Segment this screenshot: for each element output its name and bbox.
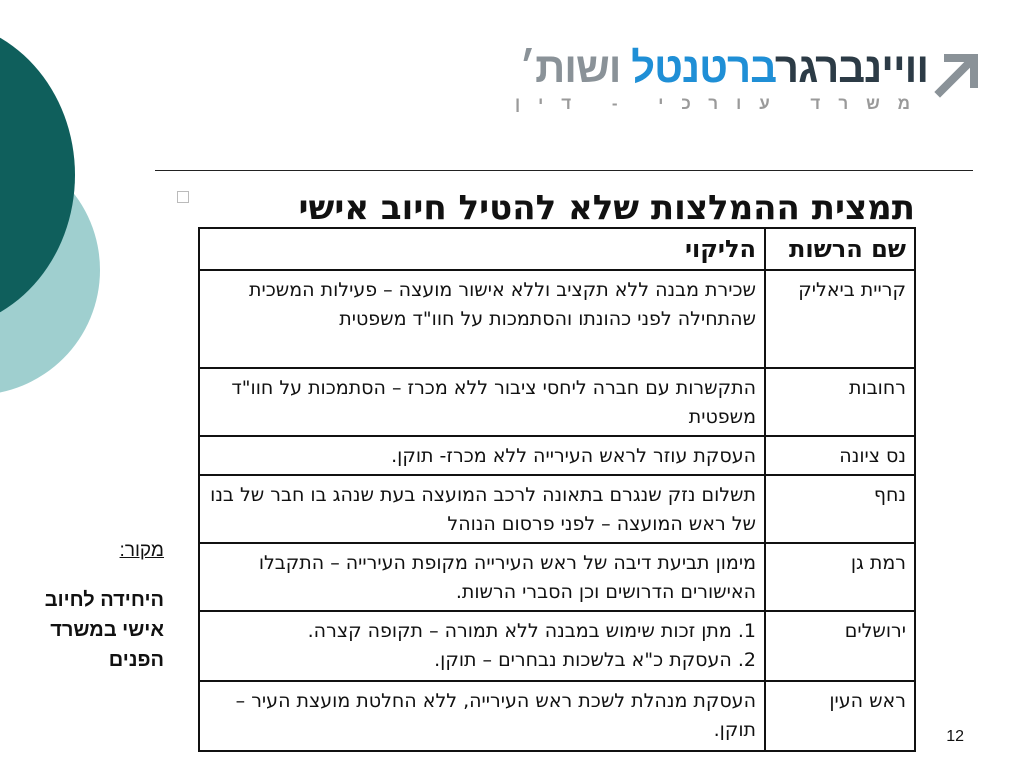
findings-table-container: [198, 227, 916, 741]
defect-cell: [199, 611, 765, 681]
defect-item: שכירת מבנה ללא תקציב וללא אישור מועצה – פעילות המשכית שהתחילה לפני כהונתו והסתמכות על חוו"ד משפטית: [249, 279, 756, 330]
defect-cell: [199, 368, 765, 436]
table-row: [199, 543, 915, 611]
defect-cell: [199, 436, 765, 475]
authority-cell: קריית ביאליק: [765, 270, 915, 368]
authority-cell: נחף: [765, 475, 915, 543]
logo-name-part1: וויינברגר: [776, 44, 928, 91]
page-number: 12: [946, 728, 964, 745]
authority-cell: רחובות: [765, 368, 915, 436]
table-row: [199, 611, 915, 681]
authority-cell: נס ציונה: [765, 436, 915, 475]
authority-cell: רמת גן: [765, 543, 915, 611]
table-row: [199, 436, 915, 475]
source-label: מקור:: [119, 540, 164, 561]
header-divider: [155, 170, 973, 171]
defect-cell: [199, 270, 765, 368]
defect-item: מימון תביעת דיבה של ראש העירייה מקופת העירייה – התקבלו האישורים הדרושים וכן הסברי הרשות.: [258, 552, 756, 603]
defect-cell: [199, 681, 765, 751]
table-row: [199, 475, 915, 543]
logo-name-part2: ברטנטל: [631, 44, 777, 91]
firm-logo: [495, 42, 990, 114]
defect-item: העסקת עוזר לראש העירייה ללא מכרז- תוקן.: [391, 445, 756, 467]
authority-cell: ירושלים: [765, 611, 915, 681]
table-header-row: [199, 228, 915, 270]
table-row: [199, 270, 915, 368]
header-defect: הליקוי: [199, 228, 765, 270]
defect-item: 1. מתן זכות שימוש במבנה ללא תמורה – תקופה קצרה.: [307, 620, 756, 642]
table-row: [199, 681, 915, 751]
source-unit-name: היחידה לחיוב אישי במשרד הפנים: [44, 589, 164, 671]
defect-cell: [199, 475, 765, 543]
defect-item: תשלום נזק שנגרם בתאונה לרכב המועצה בעת שנהג בו חבר של בנו של ראש המועצה – לפני פרסום הנוהל: [210, 484, 756, 535]
table-row: [199, 368, 915, 436]
defect-item: 2. העסקת כ"א בלשכות נבחרים – תוקן.: [434, 649, 756, 671]
authority-cell: ראש העין: [765, 681, 915, 751]
logo-subtitle: משרד עורכי - דין: [514, 94, 928, 113]
header-authority: שם הרשות: [765, 228, 915, 270]
logo-name-part3: ושות׳: [519, 44, 621, 91]
defect-item: התקשרות עם חברה ליחסי ציבור ללא מכרז – הסתמכות על חוו"ד משפטית: [231, 377, 756, 428]
logo-firm-name: [519, 44, 928, 92]
findings-table: [198, 227, 916, 752]
defect-cell: [199, 543, 765, 611]
logo-arrow-icon: [934, 50, 982, 98]
defect-item: העסקת מנהלת לשכת ראש העירייה, ללא החלטת מועצת העיר – תוקן.: [235, 690, 756, 741]
slide-title: תמצית ההמלצות שלא להטיל חיוב אישי: [298, 188, 915, 228]
